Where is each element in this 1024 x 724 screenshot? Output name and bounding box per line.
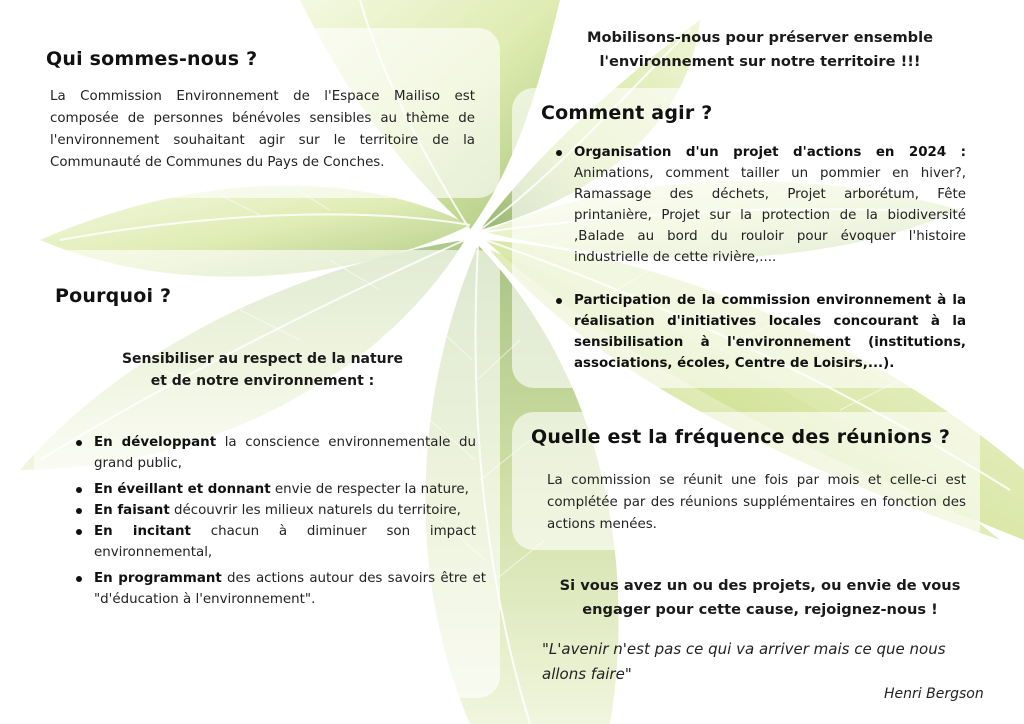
list-item [74,521,476,563]
pourquoi-title: Pourquoi ? [55,285,172,307]
pourquoi-subtitle [100,348,425,392]
list-item [74,500,476,521]
list-item-bold: En programmant [94,571,222,586]
comment-agir-list [554,142,966,374]
list-item-bold: En faisant [94,503,170,518]
list-item-bold: En développant [94,435,217,450]
quote-text: "L'avenir n'est pas ce qui va arriver mais ce que nous allons faire" [542,640,946,683]
list-item [74,432,476,474]
cta-line2: engager pour cette cause, rejoignez-nous ! [582,601,938,618]
cta-line1: Si vous avez un ou des projets, ou envie de vous [559,577,961,594]
quote-author: Henri Bergson [884,686,984,702]
pourquoi-subtitle-line1: Sensibiliser au respect de la nature [121,351,404,367]
qui-sommes-nous-title: Qui sommes-nous ? [46,48,258,70]
list-item [74,568,486,610]
frequence-title: Quelle est la fréquence des réunions ? [531,426,951,448]
list-item [554,142,966,268]
list-item [74,479,476,500]
list-item-bold: Organisation d'un projet d'actions en 2024 : [574,145,966,160]
list-item-bold: En éveillant et donnant [94,482,271,497]
slogan-line2: l'environnement sur notre territoire !!! [599,53,921,70]
pourquoi-list [74,432,486,610]
qui-sommes-nous-text: La Commission Environnement de l'Espace Mailiso est composée de personnes bénévoles sensibles au thème de l'environnement souhaitant agir sur le territoire de la Communauté de Communes du Pays de Conches. [50,89,475,170]
pourquoi-subtitle-line2: et de notre environnement : [150,373,375,389]
comment-agir-title: Comment agir ? [541,102,713,124]
list-item-bold: Participation de la commission environnement à la réalisation d'initiatives locales concourant à la sensibilisation à l'environnement (institutions, associations, écoles, Centre de Loisirs,...). [574,293,966,371]
list-item [554,290,966,374]
slogan-line1: Mobilisons-nous pour préserver ensemble [587,29,933,46]
list-item-text: envie de respecter la nature, [270,482,469,497]
call-to-action [540,574,980,622]
list-item-text: chacun à diminuer son impact environnemental, [94,524,476,560]
slogan [540,26,980,74]
list-item-text: des actions autour des savoirs être et "d'éducation à l'environnement". [94,571,486,607]
list-item-text: la conscience environnementale du grand public, [94,435,476,471]
list-item-text: Animations, comment tailler un pommier en hiver?, Ramassage des déchets, Projet arborétum, Fête printanière, Projet sur la protection de la biodiversité ,Balade au bord du rouloir pour évoquer l'histoire industrielle de cette rivière,.... [574,166,966,265]
list-item-text: découvrir les milieux naturels du territoire, [169,503,461,518]
frequence-text: La commission se réunit une fois par mois et celle-ci est complétée par des réunions supplémentaires en fonction des actions menées. [547,473,966,532]
list-item-bold: En incitant [94,524,191,539]
